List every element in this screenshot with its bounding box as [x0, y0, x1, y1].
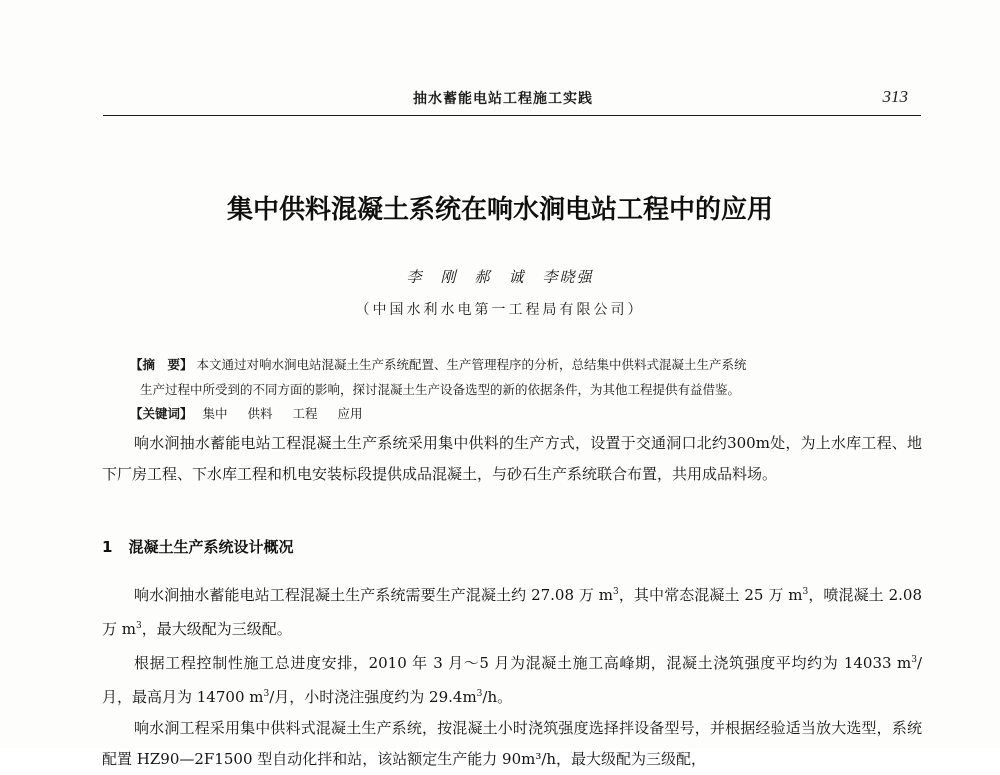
section-number: 1: [102, 538, 113, 556]
article-authors: 李 刚 郝 诚 李晓强: [406, 268, 594, 286]
article-affiliation: （中国水利水电第一工程局有限公司）: [355, 302, 645, 318]
keyword: 集中: [202, 406, 228, 421]
keywords-label: 【关键词】: [130, 406, 193, 421]
page-number: 313: [882, 87, 908, 106]
keyword: 工程: [292, 406, 318, 421]
section-title: 混凝土生产系统设计概况: [128, 538, 294, 556]
article-title: 集中供料混凝土系统在响水涧电站工程中的应用: [226, 195, 773, 225]
paragraph-3: 响水涧工程采用集中供料式混凝土生产系统，按混凝土小时浇筑强度选择拌设备型号，并根据经验适当放大选型，系统配置 HZ90—2F1500 型自动化拌和站，该站额定生产能力 90m³/h，最大级配为三级配，: [102, 719, 922, 768]
section-heading: [102, 536, 293, 557]
intro-paragraph-block: [102, 428, 922, 490]
paragraph-1: 响水涧抽水蓄能电站工程混凝土生产系统需要生产混凝土约 27.08 万 $m^3$，其中常态混凝土 25 万 $m^3$，喷混凝土 2.08 万 $m^3$，最大级配为三级配。: [102, 586, 922, 638]
abstract-text-line-2: 生产过程中所受到的不同方面的影响，探讨混凝土生产设备选型的新的依据条件，为其他工程提供有益借鉴。: [140, 382, 741, 397]
intro-paragraph: 响水涧抽水蓄能电站工程混凝土生产系统采用集中供料的生产方式，设置于交通洞口北约300m处，为上水库工程、地下厂房工程、下水库工程和机电安装标段提供成品混凝土，与砂石生产系统联合布置，共用成品料场。: [102, 434, 922, 483]
keyword: 应用: [337, 406, 363, 421]
abstract: [130, 352, 900, 402]
keywords: [130, 404, 373, 422]
section-body: [102, 577, 922, 775]
abstract-label: 【摘 要】: [130, 357, 193, 372]
abstract-text-line-1: 本文通过对响水涧电站混凝土生产系统配置、生产管理程序的分析，总结集中供料式混凝土生产系统: [196, 357, 747, 372]
running-head: 抽水蓄能电站工程施工实践: [413, 91, 593, 107]
paragraph-2: 根据工程控制性施工总进度安排，2010 年 3 月～5 月为混凝土施工高峰期，混凝土浇筑强度平均约为 14033 $m^3/$月，最高月为 14700 $m^3/$月，小时浇注强度约为 $29.4m^3/h$。: [102, 654, 922, 706]
header-rule: [103, 115, 921, 116]
keyword: 供料: [247, 406, 273, 421]
